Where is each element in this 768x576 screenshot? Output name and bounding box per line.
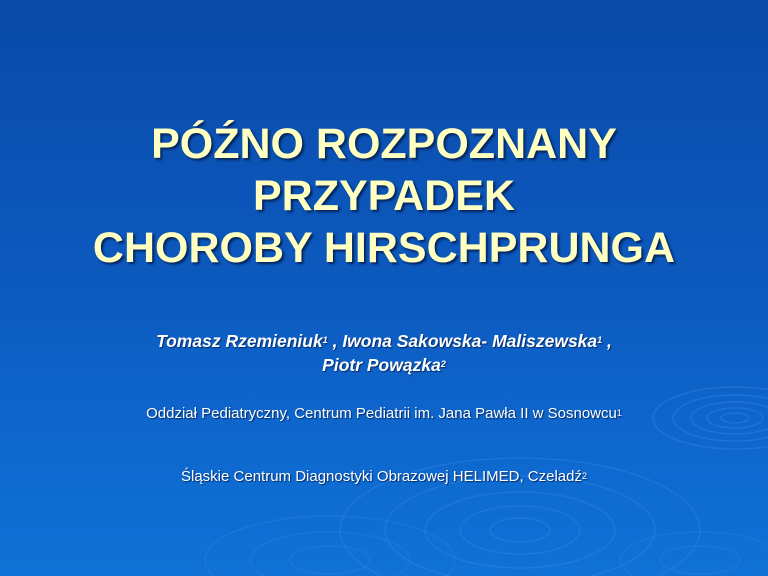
author-1: Tomasz Rzemieniuk <box>156 331 323 351</box>
authors-line-2 <box>0 353 768 377</box>
authors-line-1 <box>0 329 768 353</box>
affiliation-1 <box>0 404 768 424</box>
author-separator: , <box>602 331 612 351</box>
author-separator: , <box>327 331 343 351</box>
affiliation-1-mark: 1 <box>616 408 622 418</box>
affiliation-1-text: Oddział Pediatryczny, Centrum Pediatrii im. Jana Pawła II w Sosnowcu <box>146 405 617 422</box>
title-line-2: PRZYPADEK <box>252 172 515 220</box>
author-1-affiliation-mark: 1 <box>322 335 328 345</box>
authors <box>0 329 768 377</box>
slide-title <box>0 118 768 274</box>
affiliation-2-mark: 2 <box>581 471 587 481</box>
author-2: Iwona Sakowska- Maliszewska <box>342 331 598 351</box>
affiliation-2-text: Śląskie Centrum Diagnostyki Obrazowej HELIMED, Czeladź <box>181 468 582 485</box>
title-line-1: PÓŹNO ROZPOZNANY <box>151 120 617 168</box>
affiliation-2 <box>0 467 768 487</box>
author-3-affiliation-mark: 2 <box>440 359 446 369</box>
title-line-3: CHOROBY HIRSCHPRUNGA <box>92 224 676 272</box>
author-3: Piotr Powązka <box>322 355 441 375</box>
author-2-affiliation-mark: 1 <box>597 335 603 345</box>
